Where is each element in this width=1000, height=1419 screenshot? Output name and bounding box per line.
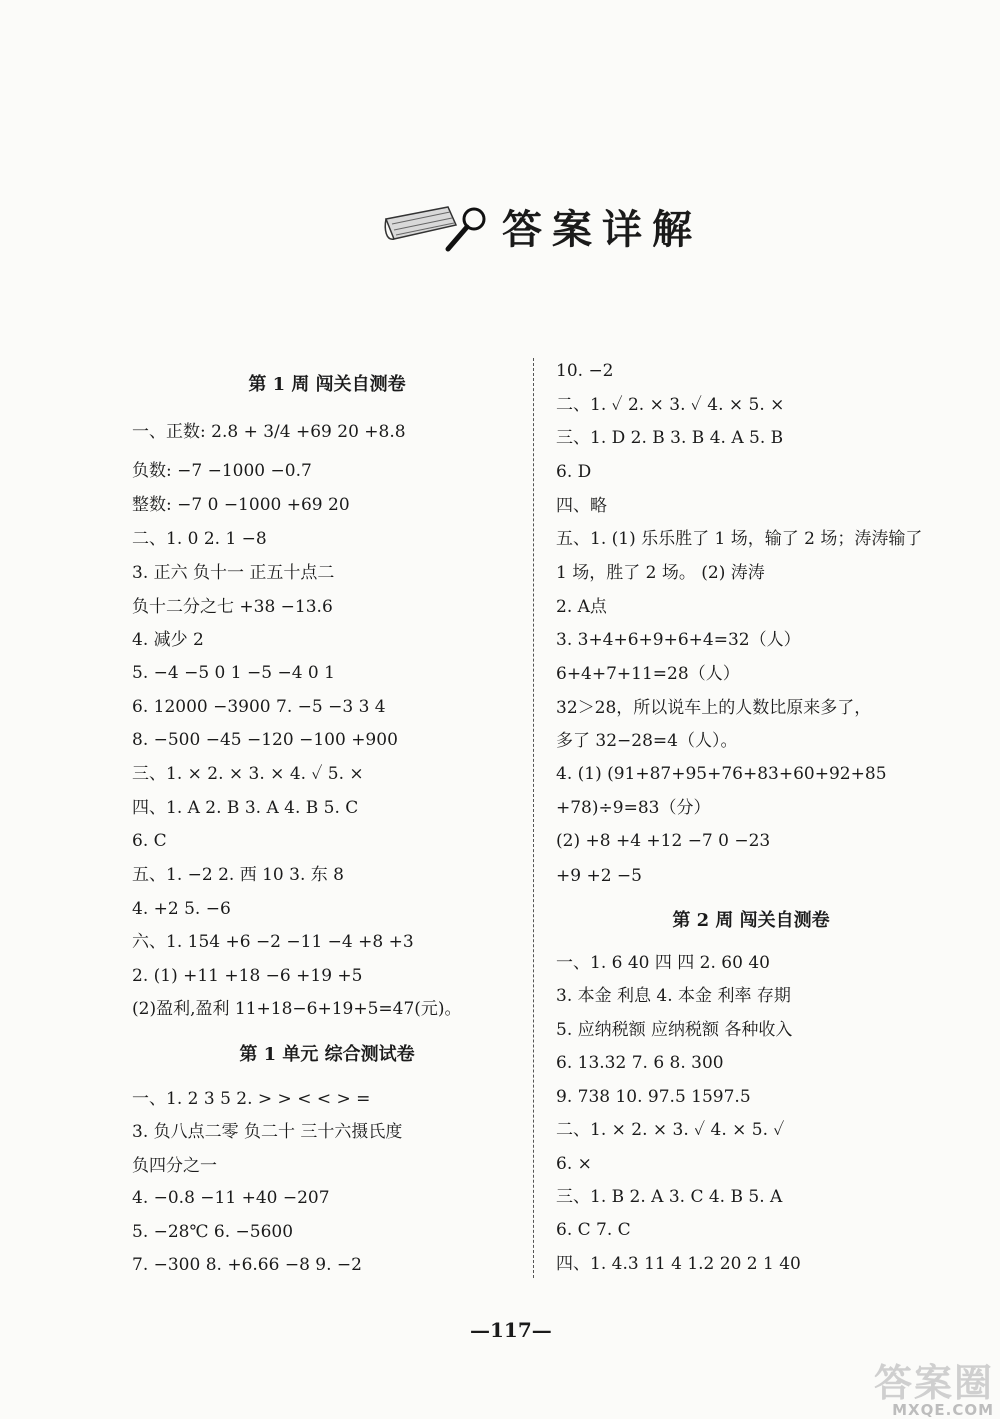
answer-line: 3. 3+4+6+9+6+4=32（人） bbox=[556, 630, 801, 650]
answer-line: 2. (1) +11 +18 −6 +19 +5 bbox=[132, 966, 363, 986]
answer-line: 四、1. A 2. B 3. A 4. B 5. C bbox=[132, 798, 359, 818]
answer-line: 3. 正六 负十一 正五十点二 bbox=[132, 563, 335, 583]
answer-line: 负数: −7 −1000 −0.7 bbox=[132, 461, 312, 481]
answer-line: 整数: −7 0 −1000 +69 20 bbox=[132, 495, 350, 515]
answer-line: 二、1. ✓ 2. × 3. ✓ 4. × 5. × bbox=[556, 395, 785, 415]
answer-line: (2) +8 +4 +12 −7 0 −23 bbox=[556, 831, 771, 851]
answer-line: 10. −2 bbox=[556, 361, 614, 381]
answer-line: 三、1. × 2. × 3. × 4. ✓ 5. × bbox=[132, 764, 364, 784]
answer-line: 6. × bbox=[556, 1154, 592, 1174]
answer-line: 五、1. −2 2. 西 10 3. 东 8 bbox=[132, 865, 344, 885]
answer-line: 5. 应纳税额 应纳税额 各种收入 bbox=[556, 1020, 793, 1040]
page-number: —117— bbox=[470, 1318, 552, 1342]
answer-line: 6. D bbox=[556, 462, 592, 482]
answer-line: 8. −500 −45 −120 −100 +900 bbox=[132, 730, 398, 750]
answer-line: 6+4+7+11=28（人） bbox=[556, 664, 740, 684]
answer-line: 9. 738 10. 97.5 1597.5 bbox=[556, 1087, 751, 1107]
answer-line: 四、1. 4.3 11 4 1.2 20 2 1 40 bbox=[556, 1254, 801, 1274]
column-divider bbox=[533, 358, 534, 1278]
answer-line: (2)盈利,盈利 11+18−6+19+5=47(元)。 bbox=[132, 999, 462, 1019]
section-heading: 第 1 单元 综合测试卷 bbox=[239, 1044, 415, 1065]
answer-line: 6. C bbox=[132, 831, 167, 851]
answer-line: 3. 本金 利息 4. 本金 利率 存期 bbox=[556, 986, 791, 1006]
answer-line: 五、1. (1) 乐乐胜了 1 场，输了 2 场；涛涛输了 bbox=[556, 529, 923, 549]
answer-line: 5. −28℃ 6. −5600 bbox=[132, 1222, 294, 1242]
answer-line: 二、1. × 2. × 3. ✓ 4. × 5. ✓ bbox=[556, 1120, 785, 1140]
page-header bbox=[382, 196, 702, 256]
answer-line: 三、1. D 2. B 3. B 4. A 5. B bbox=[556, 428, 784, 448]
answer-line: 六、1. 154 +6 −2 −11 −4 +8 +3 bbox=[132, 932, 414, 952]
answer-line: 负十二分之七 +38 −13.6 bbox=[132, 597, 333, 617]
scroll-magnifier-icon bbox=[382, 199, 494, 253]
page-title: 答案详解 bbox=[502, 205, 702, 253]
answer-line: 6. 12000 −3900 7. −5 −3 3 4 bbox=[132, 697, 386, 717]
answer-line: 6. C 7. C bbox=[556, 1220, 631, 1240]
answer-line: 4. (1) (91+87+95+76+83+60+92+85 bbox=[556, 764, 887, 784]
answer-line: 6. 13.32 7. 6 8. 300 bbox=[556, 1053, 724, 1073]
site-watermark bbox=[858, 1352, 998, 1419]
answer-line: 32＞28，所以说车上的人数比原来多了， bbox=[556, 698, 872, 718]
answer-line: 多了 32−28=4（人）。 bbox=[556, 731, 738, 751]
answer-line: 4. −0.8 −11 +40 −207 bbox=[132, 1188, 330, 1208]
answer-line: 3. 负八点二零 负二十 三十六摄氏度 bbox=[132, 1122, 403, 1142]
answer-line: 三、1. B 2. A 3. C 4. B 5. A bbox=[556, 1187, 783, 1207]
answer-line: 1 场，胜了 2 场。 (2) 涛涛 bbox=[556, 563, 765, 583]
answer-line: +78)÷9=83（分） bbox=[556, 798, 711, 818]
answer-line: 2. A点 bbox=[556, 597, 607, 617]
answer-line: 7. −300 8. +6.66 −8 9. −2 bbox=[132, 1255, 362, 1275]
answer-line: 一、正数: 2.8 + 3/4 +69 20 +8.8 bbox=[132, 422, 406, 442]
answer-line: 4. 减少 2 bbox=[132, 630, 204, 650]
answer-line: 二、1. 0 2. 1 −8 bbox=[132, 529, 267, 549]
section-heading: 第 1 周 闯关自测卷 bbox=[248, 374, 406, 395]
answer-line: 5. −4 −5 0 1 −5 −4 0 1 bbox=[132, 663, 335, 683]
answer-line: 4. +2 5. −6 bbox=[132, 899, 231, 919]
answer-line: 负四分之一 bbox=[132, 1156, 217, 1176]
watermark-url: MXQE.COM bbox=[892, 1401, 994, 1419]
answer-line: +9 +2 −5 bbox=[556, 866, 642, 886]
answer-line: 一、1. 2 3 5 2. > > < < > = bbox=[132, 1089, 371, 1109]
answer-line: 一、1. 6 40 四 四 2. 60 40 bbox=[556, 953, 770, 973]
section-heading: 第 2 周 闯关自测卷 bbox=[672, 910, 830, 931]
watermark-logo-text: 答案圈 bbox=[873, 1361, 994, 1405]
answer-line: 四、略 bbox=[556, 496, 607, 516]
